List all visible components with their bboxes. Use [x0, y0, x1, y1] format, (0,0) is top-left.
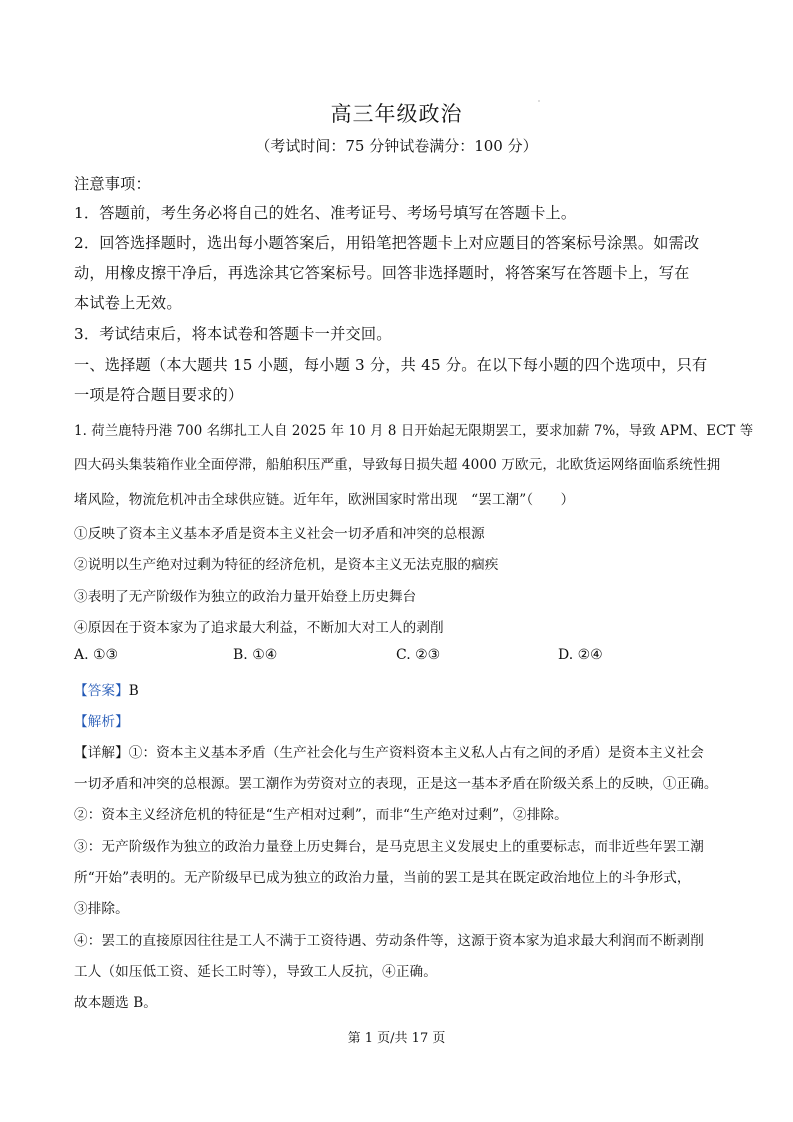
- option-b: B. ①④: [233, 647, 278, 663]
- question-stem: 四大码头集装箱作业全面停滞，船舶积压严重，导致每日损失超 4000 万欧元，北欧货运网络面临系统性拥: [74, 457, 721, 473]
- option-d: D. ②④: [558, 647, 603, 663]
- analysis-tag: 【解析】: [74, 714, 129, 730]
- answer-value: B: [128, 683, 139, 699]
- detail-text: ①：资本主义基本矛盾（生产社会化与生产资料资本主义私人占有之间的矛盾）是资本主义社会: [128, 745, 704, 761]
- detail-line: 一切矛盾和冲突的总根源。罢工潮作为劳资对立的表现，正是这一基本矛盾在阶级关系上的反映，①正确。: [74, 776, 718, 792]
- section-heading: 一、选择题（本大题共 15 小题，每小题 3 分，共 45 分。在以下每小题的四个选项中，只有: [74, 356, 708, 374]
- section-heading-cont: 一项是符合题目要求的）: [74, 386, 244, 404]
- detail-line: [74, 741, 704, 761]
- notice-line: 1．答题前，考生务必将自己的姓名、准考证号、考场号填写在答题卡上。: [74, 204, 577, 222]
- conclusion-line: 故本题选 B。: [74, 995, 157, 1011]
- detail-line: ③排除。: [74, 901, 129, 917]
- detail-line: ③：无产阶级作为独立的政治力量登上历史舞台，是马克思主义发展史上的重要标志，而非近些年罢工潮: [74, 839, 704, 855]
- answer-line: [74, 679, 139, 699]
- detail-line: 所“开始”表明的。无产阶级早已成为独立的政治力量，当前的罢工是其在既定政治地位上的斗争形式，: [74, 870, 691, 886]
- statement: ①反映了资本主义基本矛盾是资本主义社会一切矛盾和冲突的总根源: [74, 526, 485, 542]
- question-stem: 堵风险，物流危机冲击全球供应链。近年年，欧洲国家时常出现 “罢工潮”（ ）: [74, 492, 575, 508]
- notice-line: 动，用橡皮擦干净后，再选涂其它答案标号。回答非选择题时，将答案写在答题卡上，写在: [74, 264, 690, 282]
- detail-line: ④：罢工的直接原因往往是工人不满于工资待遇、劳动条件等，这源于资本家为追求最大利润而不断剥削: [74, 933, 704, 949]
- exam-info: （考试时间：75 分钟试卷满分：100 分）: [255, 137, 538, 155]
- detail-line: ②：资本主义经济危机的特征是“生产相对过剩”，而非“生产绝对过剩”，②排除。: [74, 807, 568, 823]
- notice-line: 本试卷上无效。: [74, 294, 182, 312]
- statement: ④原因在于资本家为了追求最大利益，不断加大对工人的剥削: [74, 620, 444, 636]
- notice-heading: 注意事项：: [74, 175, 151, 193]
- statement: ③表明了无产阶级作为独立的政治力量开始登上历史舞台: [74, 589, 417, 605]
- detail-line: 工人（如压低工资、延长工时等），导致工人反抗，④正确。: [74, 964, 437, 980]
- page-title: 高三年级政治: [330, 102, 463, 126]
- question-stem: 1. 荷兰鹿特丹港 700 名绑扎工人自 2025 年 10 月 8 日开始起无限期罢工，要求加薪 7%，导致 APM、ECT 等: [74, 423, 754, 439]
- option-c: C. ②③: [396, 647, 441, 663]
- notice-line: 2．回答选择题时，选出每小题答案后，用铅笔把答题卡上对应题目的答案标号涂黑。如需改: [74, 234, 700, 252]
- statement: ②说明以生产绝对过剩为特征的经济危机，是资本主义无法克服的痼疾: [74, 557, 499, 573]
- answer-tag: 【答案】: [74, 683, 129, 699]
- option-a: A. ①③: [74, 647, 119, 663]
- notice-line: 3．考试结束后，将本试卷和答题卡一并交回。: [74, 325, 392, 343]
- page-footer: 第 1 页/共 17 页: [347, 1031, 446, 1046]
- detail-tag: 【详解】: [74, 745, 129, 761]
